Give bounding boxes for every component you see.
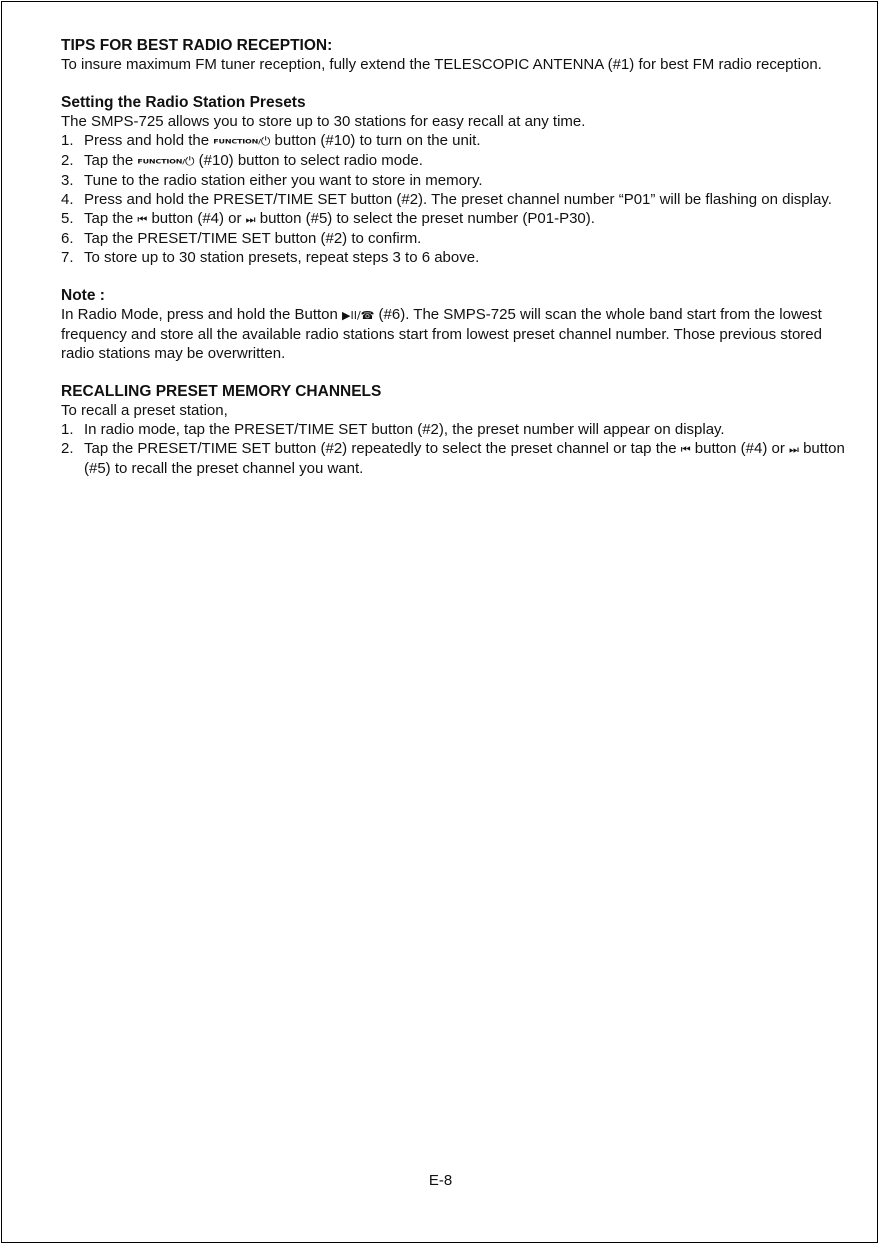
presets-step-5: 5. Tap the ⏮ button (#4) or ⏭ button (#5) to select the preset number (P01-P30). [61,210,595,227]
note-heading: Note : [61,287,105,304]
presets-step-3: 3. Tune to the radio station either you want to store in memory. [61,172,483,189]
presets-step-7: 7. To store up to 30 station presets, repeat steps 3 to 6 above. [61,249,480,266]
presets-step-6: 6. Tap the PRESET/TIME SET button (#2) to confirm. [61,230,422,247]
note-section [61,286,851,363]
recall-step-2: 2. Tap the PRESET/TIME SET button (#2) repeatedly to select the preset channel or tap the ⏮ button (#4) or ⏭ button (#5) to recall the preset channel you want. [61,440,845,477]
recall-step-1: 1. In radio mode, tap the PRESET/TIME SET button (#2), the preset number will appear on display. [61,421,725,438]
presets-heading: Setting the Radio Station Presets [61,94,306,111]
recall-heading: RECALLING PRESET MEMORY CHANNELS [61,383,382,400]
presets-step-1: 1. Press and hold the FUNCTION/⏻ button (#10) to turn on the unit. [61,132,481,149]
page-number: E-8 [428,1172,453,1189]
power-icon: ⏻ [260,134,271,148]
page-content [61,36,851,497]
recall-steps [61,420,851,478]
play-pause-phone-icon: ▶II/☎ [342,309,375,322]
skip-back-icon: ⏮ [680,443,689,456]
presets-step-2: 2. Tap the FUNCTION/⏻ (#10) button to select radio mode. [61,152,423,169]
skip-forward-icon: ⏭ [245,213,254,226]
tips-heading: TIPS FOR BEST RADIO RECEPTION: [61,37,333,54]
presets-steps [61,131,851,267]
manual-page [1,1,878,1243]
skip-forward-icon: ⏭ [789,443,797,456]
note-body: In Radio Mode, press and hold the Button ▶II/☎ (#6). The SMPS-725 will scan the whole band start from the lowest frequency and store all the available radio stations start from lowest preset channel number. Those previous stored radio stations may be overwritten. [61,306,822,362]
tips-body: To insure maximum FM tuner reception, fully extend the TELESCOPIC ANTENNA (#1) for best FM radio reception. [61,56,822,73]
recall-intro: To recall a preset station, [61,402,228,419]
function-button-icon: FUNCTION/ [137,158,185,165]
presets-step-4: 4. Press and hold the PRESET/TIME SET button (#2). The preset channel number “P01” will be flashing on display. [61,191,832,208]
skip-back-icon: ⏮ [137,213,146,226]
tips-section [61,36,851,74]
presets-section [61,93,851,267]
power-icon: ⏻ [184,154,195,168]
function-button-icon: FUNCTION/ [213,138,261,145]
recall-section [61,382,851,478]
presets-intro: The SMPS-725 allows you to store up to 30 stations for easy recall at any time. [61,113,586,130]
